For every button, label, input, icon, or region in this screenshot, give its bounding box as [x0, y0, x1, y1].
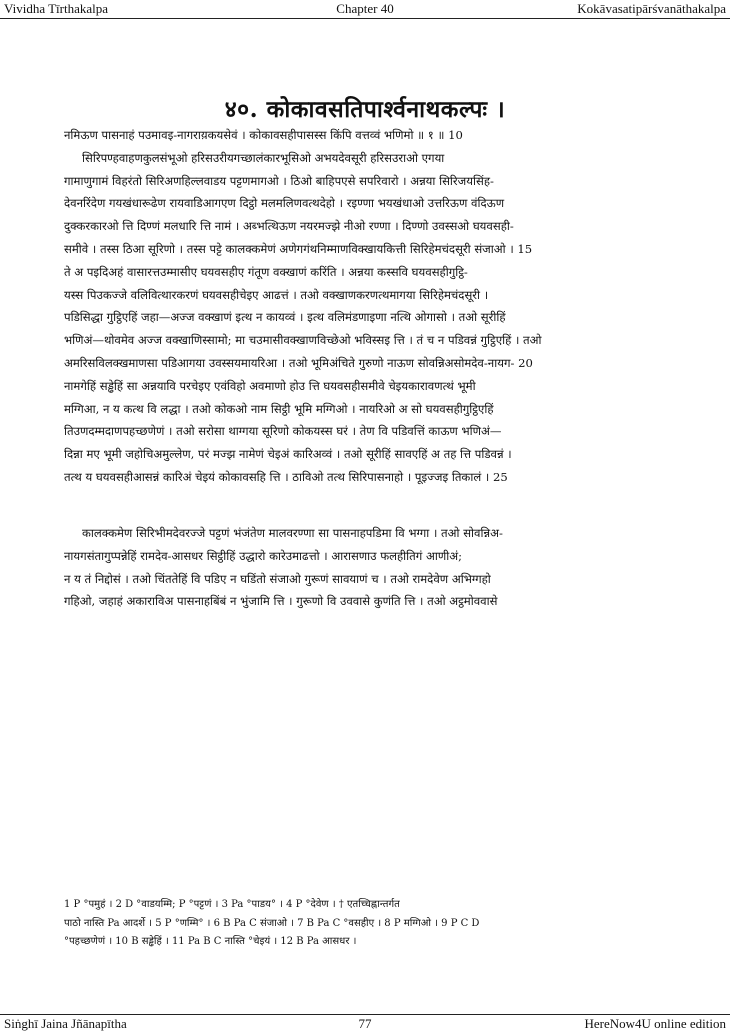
chapter-title: ४०. कोकावसतिपार्श्वनाथकल्पः । [224, 96, 506, 123]
text-line: गहिओ, जहाहं अकाराविअ पासनाहबिंबं न भुंजामि त्ति । गुरूणो वि उववासे कुणंति त्ति । तओ अट्ठमोववासे [64, 594, 498, 609]
text-line: दिन्ना मए भूमी जहोचिअमुल्लेण, परं मज्झ नामेणं चेइअं कारिअव्वं । तओ सूरीहिं सावएहिं अ तह त्ति पडिवन्नं । [64, 447, 512, 462]
text-line: तिउणदम्मदाणपहच्छणेणं । तओ सरोसा थाग्गया सूरिणो कोकयस्स घरं । तेण वि पडिवत्तिं काऊण भणिअं— [64, 424, 502, 439]
text-line: नामगेहिं सड्ढेहिं सा अन्नयावि परचेइए एवंविहो अवमाणो होउ त्ति घयवसहीसमीवे चेइयकारावणत्थं भूमी [64, 378, 476, 393]
text-line: पडिसिद्धा गुट्ठिएहिं जहा—अज्ज वक्खाणं इत्थ न कायव्वं । इत्थ वलिमंडणाइणा नत्थि ओगासो । तओ सूरीहिं [64, 310, 506, 325]
footnotes [64, 896, 664, 952]
header-book-title: Vividha Tīrthakalpa [4, 1, 109, 16]
footer-edition: HereNow4U online edition [584, 1016, 726, 1031]
footnote-line: 1 P °पमुहं । 2 D °वाडयम्मि; P °पट्टणं । 3 Pa °पाडय° । 4 P °देवेण । † एतच्चिह्नान्तर्गत [64, 899, 400, 910]
text-line: नमिऊण पासनाहं पउमावइ-नागराय़कयसेवं । कोकावसहीपासस्स किंपि वत्तव्वं भणिमो ॥ १ ॥ 10 [64, 128, 463, 142]
text-line: नायगसंतागुप्पन्नेहिं रामदेव-आसधर सिट्ठीहिं उद्धारो कारेउमाढत्तो । आरासणाउ फलहीतिगं आणीअं; [64, 548, 463, 563]
footer-publisher: Siṅghī Jaina Jñānapītha [4, 1016, 127, 1031]
header-kalpa-title: Kokāvasatipārśvanāthakalpa [577, 1, 726, 16]
text-line: गामाणुगामं विहरंतो सिरिअणहिल्लवाडय पट्टणमागओ । ठिओ बाहिपएसे सपरिवारो । अन्नया सिरिजयसिंह- [64, 173, 494, 188]
text-line: देवनरिंदेण गयखंधारूढेण रायवाडिआगएण दिट्ठो मलमलिणवत्थदेहो । रइण्णा भयखंधाओ उत्तरिऊण वंदिऊण [64, 196, 505, 211]
paragraph-2 [64, 522, 664, 613]
paragraph-1 [64, 124, 664, 489]
page-header [0, 0, 730, 19]
text-line: सिरिपण्हवाहणकुलसंभूओ हरिसउरीयगच्छालंकारभूसिओ अभयदेवसूरी हरिसउराओ एगया [82, 150, 445, 165]
text-line: कालक्कमेण सिरिभीमदेवरज्जे पट्टणं भंजंतेण मालवरण्णा सा पासनाहपडिमा वि भग्गा । तओ सोवन्निअ- [82, 526, 503, 540]
text-line: अमरिसविलक्खमाणसा पडिआगया उवस्सयमायरिआ । तओ भूमिअंचिते गुरुणो नाऊण सोवन्निअसोमदेव-नायग- 20 [64, 355, 533, 370]
footnote-line: पाठो नास्ति Pa आदर्शे । 5 P °णम्मि° । 6 B Pa C संजाओ । 7 B Pa C °वसहीए । 8 P मग्गिओ । 9 P C D [64, 917, 480, 929]
page-number: 77 [358, 1016, 372, 1031]
text-line: ते अ पइदिअहं वासारत्तउम्मासीए घयवसहीए गंतूण वक्खाणं करिंति । अन्नया कस्सवि घयवसहीगुट्ठि- [64, 264, 468, 279]
footnote-line: °पहच्छणेणं । 10 B सड्ढेहिं । 11 Pa B C नास्ति °चेइयं । 12 B Pa आसधर । [64, 936, 357, 947]
text-line: न य तं निद्दोसं । तओ चिंततेहिं वि पडिए न घडिंतो संजाओ गुरूणं सावयाणं च । तओ रामदेवेण अभिग्गहो [64, 571, 491, 586]
text-line: समीवे । तस्स ठिआ सूरिणो । तस्स पट्टे कालक्कमेणं अणेगगंथनिम्माणविक्खायकित्ती सिरिहेमचंदसूरी संजाओ । 15 [64, 241, 533, 256]
header-chapter: Chapter 40 [336, 1, 394, 16]
page-footer [0, 1014, 730, 1033]
text-line: भणिअं—थोवमेव अज्ज वक्खाणिस्सामो; मा चउमासीवक्खाणविच्छेओ भविस्सइ त्ति । तं च न पडिवन्नं गुट्ठिएहिं । तओ [64, 333, 542, 348]
text-line: यस्स पिउकज्जे वलिवित्थारकरणं घयवसहीचेइए आढत्तं । तओ वक्खाणकरणत्थमागया सिरिहेमचंदसूरी । [64, 287, 489, 302]
text-line: मग्गिआ, न य कत्थ वि लद्धा । तओ कोकओ नाम सिट्ठी भूमि मग्गिओ । नायरिओ अ सो घयवसहीगुट्ठिएहिं [64, 401, 494, 416]
text-line: तत्थ य घयवसहीआसन्नं कारिअं चेइयं कोकावसहि त्ति । ठाविओ तत्थ सिरिपासनाहो । पूइज्जइ तिकालं । 25 [64, 469, 508, 484]
text-line: दुक्करकारओ त्ति दिण्णं मलधारि त्ति नामं । अब्भत्थिऊण नयरमज्झे नीओ रण्णा । दिण्णो उवस्सओ घयवसही- [64, 219, 514, 234]
